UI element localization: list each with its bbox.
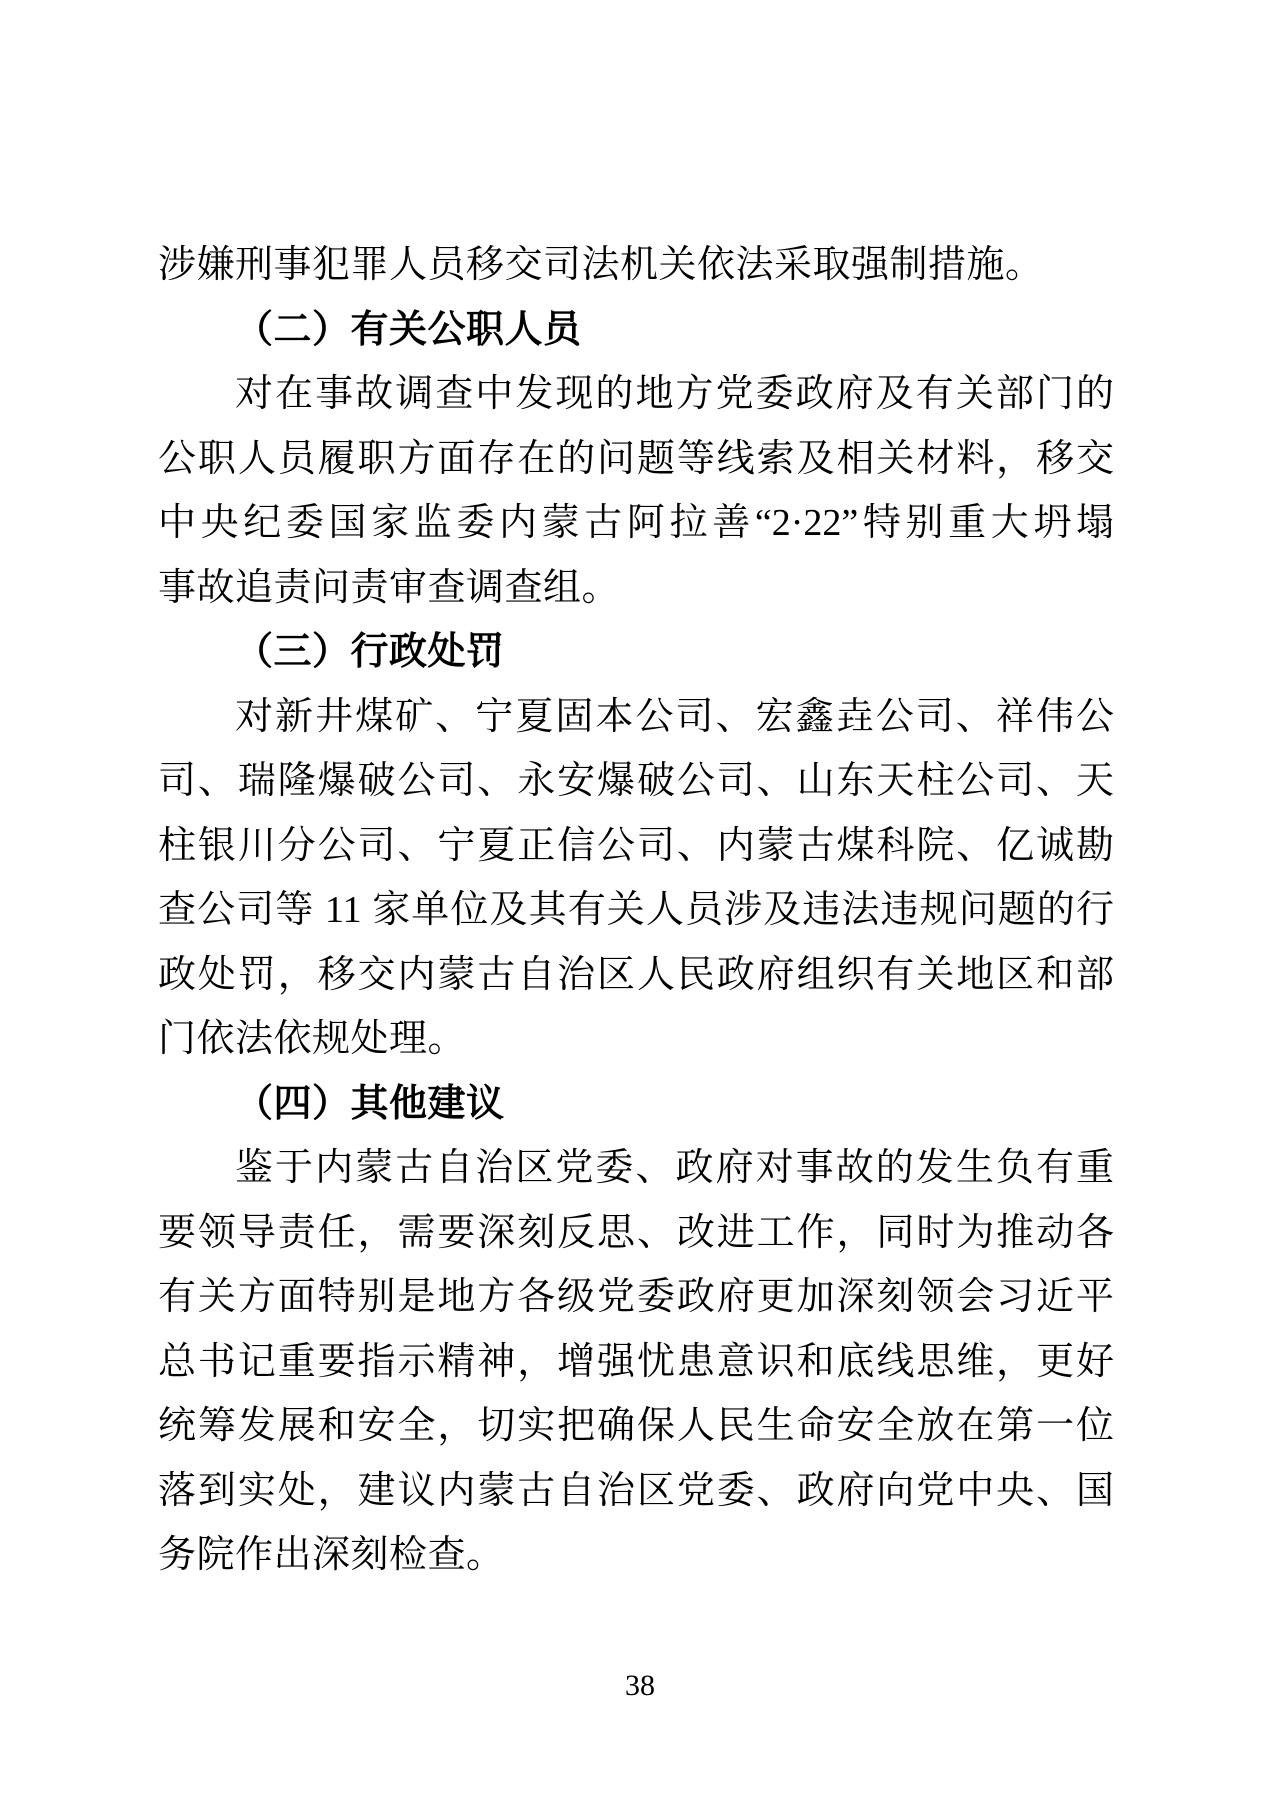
text-line: 柱银川分公司、宁夏正信公司、内蒙古煤科院、亿诚勘 [158,824,1114,867]
text-line: 涉嫌刑事犯罪人员移交司法机关依法采取强制措施。 [158,244,1044,286]
text-line: 落到实处，建议内蒙古自治区党委、政府向党中央、国 [158,1469,1114,1512]
text-line: 事故追责问责审查调查组。 [158,566,621,609]
text-line: 政处罚，移交内蒙古自治区人民政府组织有关地区和部 [158,953,1114,996]
text-line: 总书记重要指示精神，增强忧患意识和底线思维，更好 [158,1340,1114,1383]
section-heading: （二）有关公职人员 [235,308,582,351]
section-heading: （四）其他建议 [235,1082,505,1125]
text-line: 司、瑞隆爆破公司、永安爆破公司、山东天柱公司、天 [158,760,1114,802]
text-line: 统筹发展和安全，切实把确保人民生命安全放在第一位 [158,1405,1114,1447]
page-number: 38 [625,1669,655,1702]
text-line: 鉴于内蒙古自治区党委、政府对事故的发生负有重 [235,1147,1114,1189]
text-line: 务院作出深刻检查。 [158,1534,505,1576]
text-line: 有关方面特别是地方各级党委政府更加深刻领会习近平 [158,1276,1114,1318]
document-body [158,233,1114,1588]
text-line: 对在事故调查中发现的地方党委政府及有关部门的 [235,373,1114,415]
section-heading: （三）行政处罚 [235,631,505,673]
text-line: 对新井煤矿、宁夏固本公司、宏鑫垚公司、祥伟公 [235,695,1114,738]
text-line: 要领导责任，需要深刻反思、改进工作，同时为推动各 [158,1211,1114,1254]
text-line: 公职人员履职方面存在的问题等线索及相关材料，移交 [158,437,1114,480]
text-line: 查公司等 11 家单位及其有关人员涉及违法违规问题的行 [158,889,1114,931]
text-line: 门依法依规处理。 [158,1018,467,1060]
text-line: 中央纪委国家监委内蒙古阿拉善“2·22”特别重大坍塌 [158,502,1114,544]
